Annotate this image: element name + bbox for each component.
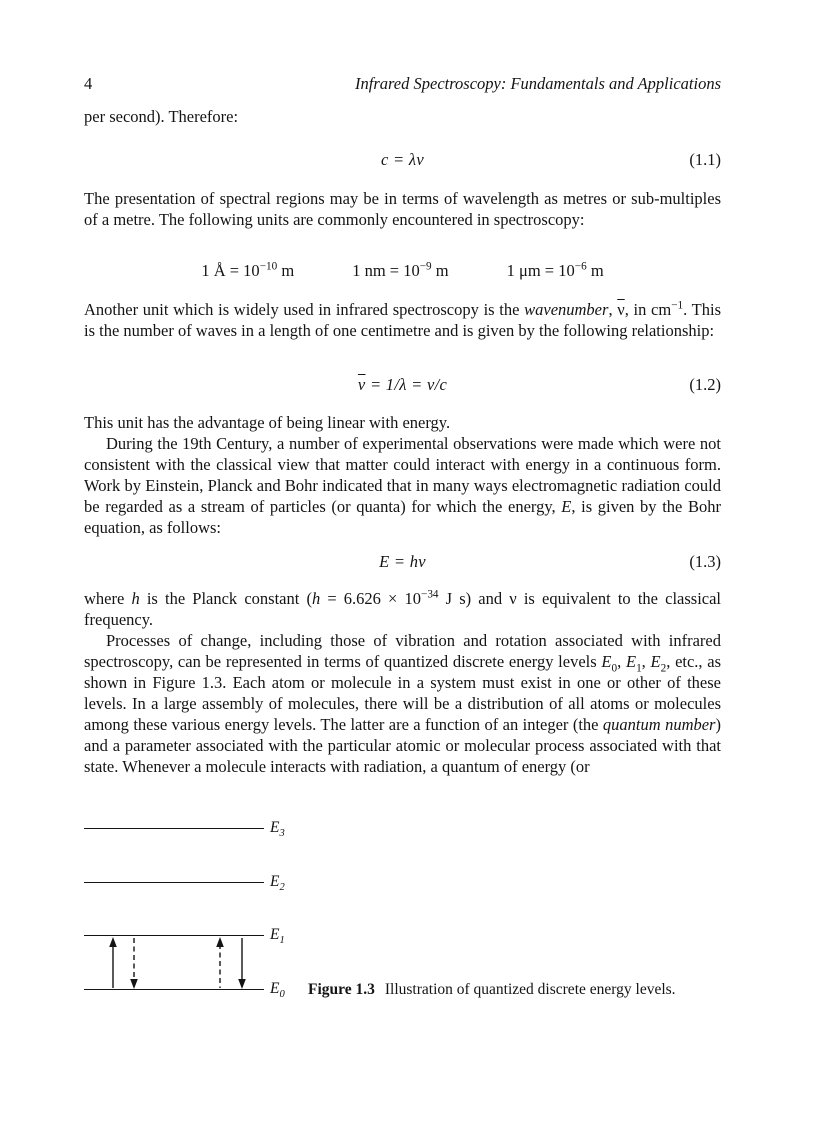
energy-level-label-e0: $E_0$ <box>270 980 285 1001</box>
paragraph-carryover: per second). Therefore: <box>84 107 239 126</box>
paragraph-spectral-regions: The presentation of spectral regions may be in terms of wavelength as metres or sub-multiples of a metre. The following units are commonly encountered in spectroscopy: <box>84 189 721 229</box>
page-header <box>84 73 721 94</box>
equation-1-2-number: (1.2) <box>689 375 721 394</box>
paragraph-planck-constant: where h is the Planck constant ($h = 6.626 \times 10^{-34}$ J s) and ν is equivalent to the classical frequency. <box>84 588 722 629</box>
unit-angstrom: 1 Å = $10^{-10}$ m <box>201 260 295 280</box>
paragraph-linear-energy: This unit has the advantage of being linear with energy. <box>84 413 451 432</box>
units-line <box>84 260 721 281</box>
paragraph-wavenumber: Another unit which is widely used in infrared spectroscopy is the wavenumber, $\overline{\nu}$, in $cm^{-1}$. This is the number of waves in a length of one centimetre and is given by the following relationship: <box>84 299 722 340</box>
energy-level-line-e0 <box>84 989 264 990</box>
equation-1-2 <box>84 374 721 396</box>
page-number: 4 <box>84 74 93 93</box>
running-title: Infrared Spectroscopy: Fundamentals and Applications <box>354 74 721 93</box>
equation-1-1-number: (1.1) <box>689 150 721 169</box>
energy-level-label-e1: $E_1$ <box>270 926 285 947</box>
figure-caption-text: Illustration of quantized discrete energy levels. <box>384 981 676 998</box>
equation-1-2-body: $\overline{\nu} = 1/\lambda = \nu/c$ <box>357 375 448 394</box>
equation-1-1 <box>84 149 721 171</box>
energy-level-line-e1 <box>84 935 264 936</box>
transition-arrow-up-dashed <box>214 937 226 989</box>
unit-micrometre: 1 $\mu m = 10^{-6}$ m <box>506 260 604 280</box>
transition-arrow-up-solid <box>107 937 119 989</box>
paragraph-19th-century: During the 19th Century, a number of experimental observations were made which were not consistent with the classical view that matter could interact with energy in a continuous form. Work by Einstein, Planck and Bohr indicated that in many ways electromagnetic radiation could be regarded as a stream of particles (or quanta) for which the energy, E, is given by the Bohr equation, as follows: <box>84 434 721 537</box>
equation-1-3 <box>84 551 721 573</box>
unit-nanometre: 1 nm = $10^{-9}$ m <box>352 260 449 280</box>
figure-caption-label: Figure 1.3 <box>308 981 375 998</box>
energy-level-label-e3: $E_3$ <box>270 819 285 840</box>
equation-1-3-number: (1.3) <box>689 552 721 571</box>
figure-caption <box>308 980 758 1000</box>
energy-level-label-e2: $E_2$ <box>270 873 285 894</box>
equation-1-1-body: c = λν <box>381 150 424 169</box>
energy-level-line-e3 <box>84 828 264 829</box>
energy-level-line-e2 <box>84 882 264 883</box>
transition-arrow-down-solid <box>236 937 248 989</box>
paragraph-processes: Processes of change, including those of vibration and rotation associated with infrared spectroscopy, can be represented in terms of quantized discrete energy levels $E_0$, $E_1$, $E_2$, etc., as shown in Figure 1.3. Each atom or molecule in a system must exist in one or other of these levels. In a large assembly of molecules, there will be a distribution of all atoms or molecules among these various energy levels. The latter are a function of an integer (the quantum number) and a parameter associated with the particular atomic or molecular process associated with that state. Whenever a molecule interacts with radiation, a quantum of energy (or <box>84 631 722 776</box>
transition-arrow-down-dashed <box>128 937 140 989</box>
equation-1-3-body: E = hν <box>379 552 426 571</box>
